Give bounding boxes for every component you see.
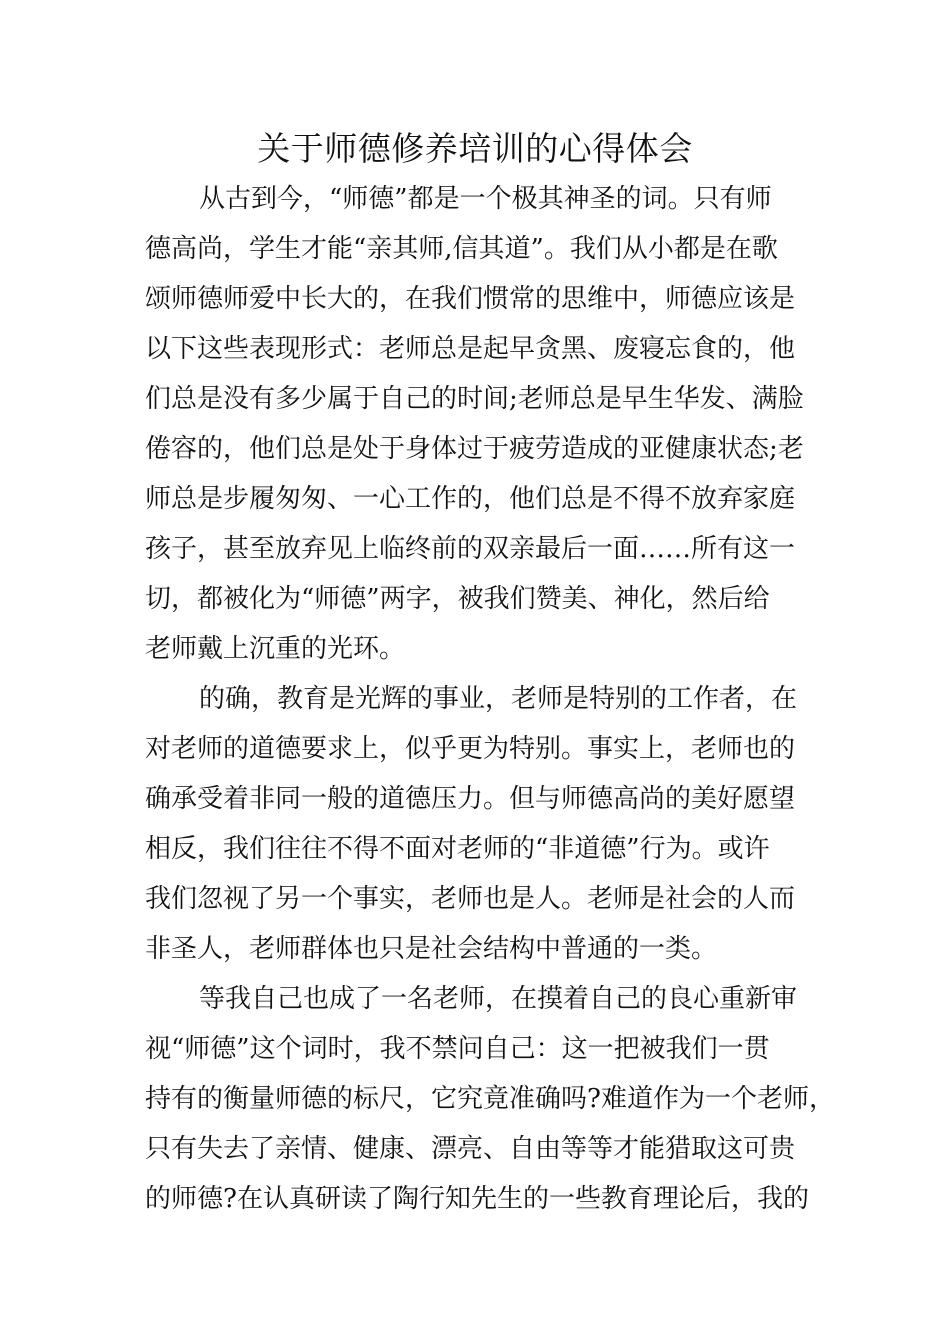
text-line: 相反，我们往往不得不面对老师的“非道德”行为。或许 bbox=[145, 834, 770, 864]
paragraph-3 bbox=[145, 974, 835, 1224]
text-line: 对老师的道德要求上，似乎更为特别。事实上，老师也的 bbox=[145, 734, 796, 764]
text-line: 我们忽视了另一个事实，老师也是人。老师是社会的人而 bbox=[145, 884, 796, 914]
text-line: 切，都被化为“师德”两字，被我们赞美、神化，然后给 bbox=[145, 584, 770, 614]
text-line: 的确，教育是光辉的事业，老师是特别的工作者，在 bbox=[199, 684, 798, 714]
text-line: 等我自己也成了一名老师，在摸着自己的良心重新审 bbox=[199, 984, 798, 1014]
text-line: 持有的衡量师德的标尺，它究竟准确吗?难道作为一个老师， bbox=[145, 1084, 835, 1114]
text-line: 从古到今，“师德”都是一个极其神圣的词。只有师 bbox=[199, 184, 772, 214]
text-line: 师总是步履匆匆、一心工作的，他们总是不得不放弃家庭 bbox=[145, 484, 796, 514]
paragraph-2 bbox=[145, 674, 810, 974]
text-line: 倦容的，他们总是处于身体过于疲劳造成的亚健康状态;老 bbox=[145, 434, 804, 464]
document-body bbox=[145, 174, 835, 1224]
text-line: 视“师德”这个词时，我不禁问自己：这一把被我们一贯 bbox=[145, 1034, 770, 1064]
page-title: 关于师德修养培训的心得体会 bbox=[257, 129, 693, 168]
text-line: 们总是没有多少属于自己的时间;老师总是早生华发、满脸 bbox=[145, 384, 804, 414]
text-line: 只有失去了亲情、健康、漂亮、自由等等才能猎取这可贵 bbox=[145, 1134, 796, 1164]
text-line: 非圣人，老师群体也只是社会结构中普通的一类。 bbox=[145, 934, 718, 964]
text-line: 的师德?在认真研读了陶行知先生的一些教育理论后，我的 bbox=[145, 1184, 809, 1214]
text-line: 颂师德师爱中长大的，在我们惯常的思维中，师德应该是 bbox=[145, 284, 796, 314]
text-line: 孩子，甚至放弃见上临终前的双亲最后一面……所有这一 bbox=[145, 534, 796, 564]
text-line: 老师戴上沉重的光环。 bbox=[145, 634, 406, 664]
text-line: 德高尚，学生才能“亲其师,信其道”。我们从小都是在歌 bbox=[145, 234, 778, 264]
text-line: 以下这些表现形式：老师总是起早贪黑、废寝忘食的，他 bbox=[145, 334, 796, 364]
paragraph-1 bbox=[145, 174, 810, 674]
text-line: 确承受着非同一般的道德压力。但与师德高尚的美好愿望 bbox=[145, 784, 796, 814]
